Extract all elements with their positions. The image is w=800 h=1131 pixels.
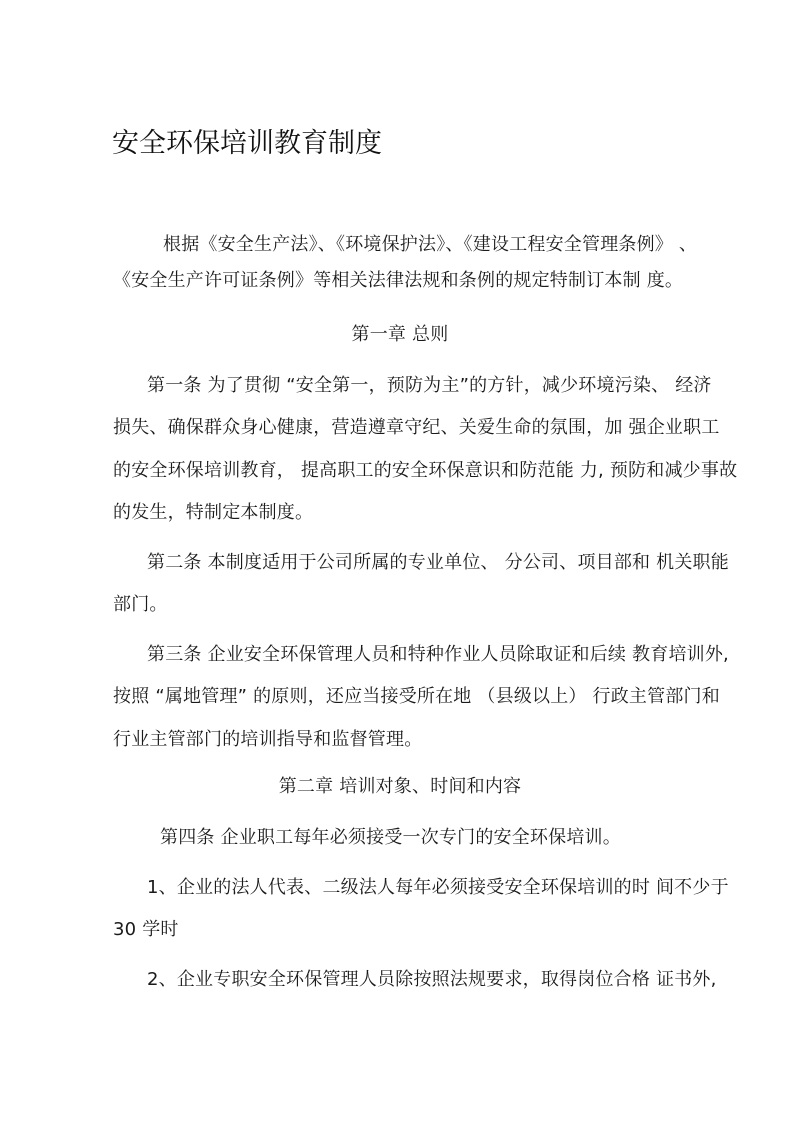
chapter-1-heading: 第一章 总则 <box>351 324 449 345</box>
article-2-line-1: 第二条 本制度适用于公司所属的专业单位、 分公司、项目部和 机关职能 <box>147 552 729 573</box>
article-3-line-3: 行业主管部门的培训指导和监督管理。 <box>113 729 423 750</box>
article-1-line-4: 的发生，特制定本制度。 <box>113 502 314 523</box>
article-2-line-2: 部门。 <box>113 594 168 615</box>
intro-line-2: 《安全生产许可证条例》等相关法律法规和条例的规定特制订本制 度。 <box>113 270 684 291</box>
article-3-line-1: 第三条 企业安全环保管理人员和特种作业人员除取证和后续 教育培训外, <box>147 644 729 665</box>
article-1-line-3: 的安全环保培训教育， 提高职工的安全环保意识和防范能 力, 预防和减少事故 <box>113 460 738 481</box>
article-3-line-2: 按照 “属地管理” 的原则，还应当接受所在地 （县级以上） 行政主管部门和 <box>113 686 720 707</box>
article-4-line: 第四条 企业职工每年必须接受一次专门的安全环保培训。 <box>160 827 621 848</box>
article-1-line-1: 第一条 为了贯彻 “安全第一，预防为主”的方针，减少环境污染、 经济 <box>147 375 712 396</box>
item-1-line-2: 30 学时 <box>113 919 179 940</box>
item-2-line-1: 2、企业专职安全环保管理人员除按照法规要求，取得岗位合格 证书外, <box>147 969 717 990</box>
intro-line-1: 根据《安全生产法》、《环境保护法》、《建设工程安全管理条例》 、 <box>163 234 698 255</box>
document-title: 安全环保培训教育制度 <box>112 128 382 159</box>
chapter-2-heading: 第二章 培训对象、时间和内容 <box>278 776 522 797</box>
article-1-line-2: 损失、确保群众身心健康，营造遵章守纪、关爱生命的氛围，加 强企业职工 <box>113 417 720 438</box>
item-1-line-1: 1、企业的法人代表、二级法人每年必须接受安全环保培训的时 间不少于 <box>147 877 729 898</box>
